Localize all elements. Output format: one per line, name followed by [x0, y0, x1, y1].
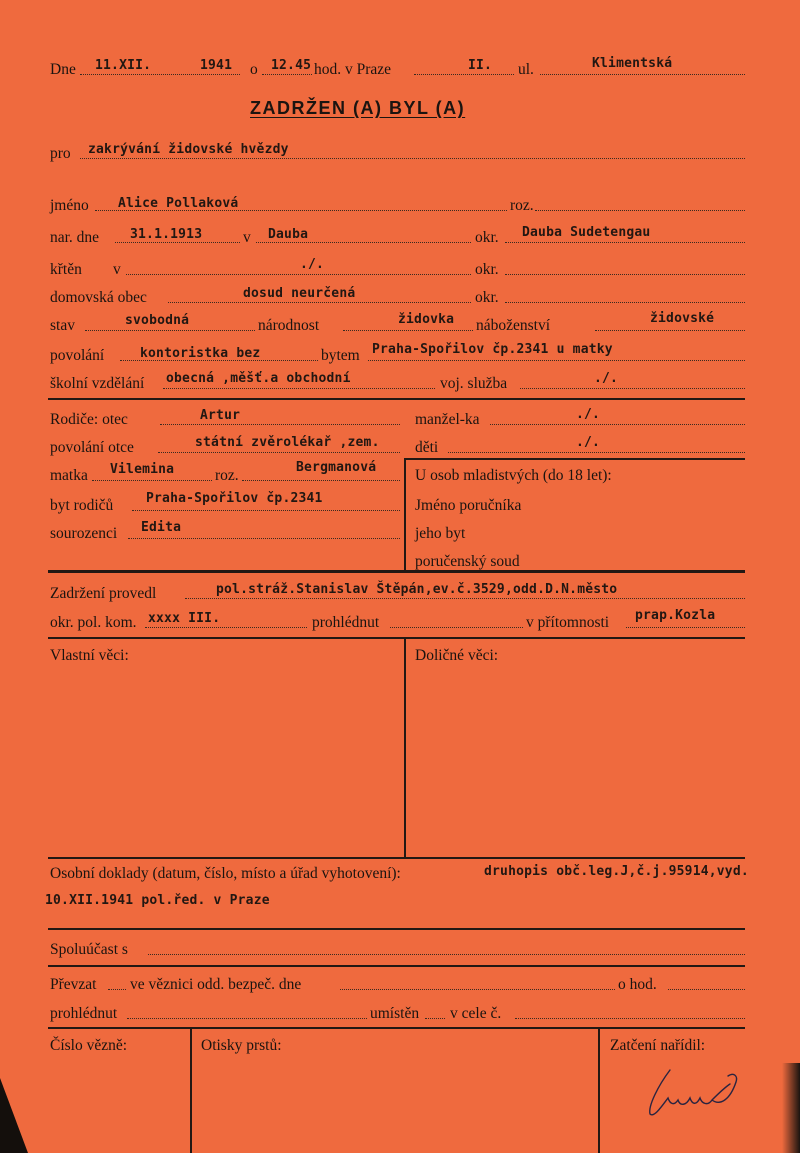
pritomnost-label: v přítomnosti — [526, 614, 610, 631]
soud-label: poručenský soud — [415, 553, 520, 570]
povolani-value: kontoristka bez — [140, 346, 261, 361]
matka-roz-value: Bergmanová — [296, 460, 377, 475]
nar-label: nar. dne — [50, 229, 100, 246]
voj-value: ./. — [594, 371, 619, 386]
okr-kom-value: xxxx III. — [148, 611, 221, 626]
roz-label: roz. — [510, 197, 534, 214]
time-value: 12.45 — [271, 58, 312, 73]
o-hod-label: o hod. — [618, 976, 657, 993]
nabozenstvi-label: náboženství — [476, 317, 551, 334]
jeho-byt-label: jeho byt — [415, 525, 466, 542]
nar-v-label: v — [243, 229, 251, 246]
byt-rodicu-label: byt rodičů — [50, 497, 114, 514]
krten-value: ./. — [300, 257, 325, 272]
signature-image — [640, 1062, 750, 1122]
domov-value: dosud neurčená — [243, 286, 356, 301]
dolicne-veci-label: Doličné věci: — [415, 647, 499, 664]
bytem-label: bytem — [321, 347, 360, 364]
jmeno-label: jméno — [50, 197, 89, 214]
krten-v-label: v — [113, 261, 121, 278]
okr2-label: okr. — [475, 261, 499, 278]
voj-label: voj. služba — [440, 375, 508, 392]
reason-label: pro — [50, 145, 71, 162]
porucnik-label: Jméno poručníka — [415, 497, 522, 514]
skolni-value: obecná ,měšť.a obchodní — [166, 371, 351, 386]
prohlednut2-label: prohlédnut — [50, 1005, 118, 1022]
bytem-value: Praha-Spořilov čp.2341 u matky — [372, 342, 613, 357]
torn-corner — [0, 1078, 28, 1153]
street-value: Klimentská — [592, 56, 673, 71]
zatceni-label: Zatčení nařídil: — [610, 1037, 706, 1054]
narodnost-label: národnost — [258, 317, 320, 334]
okr3-label: okr. — [475, 289, 499, 306]
narodnost-value: židovka — [398, 312, 455, 327]
district-value: II. — [468, 58, 493, 73]
mladistvi-label: U osob mladistvých (do 18 let): — [415, 467, 612, 484]
stav-value: svobodná — [125, 313, 190, 328]
deti-value: ./. — [576, 435, 601, 450]
provedl-value: pol.stráž.Stanislav Štěpán,ev.č.3529,odd.D.N.město — [216, 582, 618, 597]
hod-label: hod. v Praze — [314, 61, 392, 78]
cislo-veznu-label: Číslo vězně: — [50, 1037, 128, 1054]
byt-rodicu-value: Praha-Spořilov čp.2341 — [146, 491, 323, 506]
nabozenstvi-value: židovské — [650, 311, 715, 326]
prohlednut-label: prohlédnut — [312, 614, 380, 631]
otec-value: Artur — [200, 408, 241, 423]
pritomnost-value: prap.Kozla — [635, 608, 716, 623]
date-value: 11.XII. — [95, 58, 152, 73]
sourozenci-label: sourozenci — [50, 525, 118, 542]
doklady-label: Osobní doklady (datum, číslo, místo a úřad vyhotovení): — [50, 865, 401, 882]
matka-label: matka — [50, 467, 88, 484]
povolani-label: povolání — [50, 347, 105, 364]
povolani-otce-value: státní zvěrolékař ,zem. — [195, 435, 380, 450]
cele-label: v cele č. — [450, 1005, 502, 1022]
okr-value: Dauba Sudetengau — [522, 225, 651, 240]
year-value: 1941 — [200, 58, 233, 73]
umisten-label: umístěn — [370, 1005, 420, 1022]
scan-edge-shadow — [782, 1063, 800, 1153]
prevzat-label: Převzat — [50, 976, 97, 993]
nar-value: 31.1.1913 — [130, 227, 203, 242]
provedl-label: Zadržení provedl — [50, 585, 157, 602]
otisky-label: Otisky prstů: — [201, 1037, 282, 1054]
reason-value: zakrývání židovské hvězdy — [88, 142, 289, 157]
form-title: ZADRŽEN (A) BYL (A) — [250, 98, 466, 118]
spoluucast-label: Spoluúčast s — [50, 941, 128, 958]
okr-label: okr. — [475, 229, 499, 246]
deti-label: děti — [415, 439, 439, 456]
skolni-label: školní vzdělání — [50, 375, 145, 392]
krten-label: křtěn — [50, 261, 82, 278]
stav-label: stav — [50, 317, 75, 334]
otec-label: Rodiče: otec — [50, 411, 128, 428]
povolani-otce-label: povolání otce — [50, 439, 134, 456]
doklady-value-1: druhopis obč.leg.J,č.j.95914,vyd. — [484, 864, 749, 879]
okr-kom-label: okr. pol. kom. — [50, 614, 137, 631]
doklady-value-2: 10.XII.1941 pol.řed. v Praze — [45, 893, 270, 908]
veznice-label: ve věznici odd. bezpeč. dne — [130, 976, 302, 993]
manzel-value: ./. — [576, 407, 601, 422]
place-value: Dauba — [268, 227, 309, 242]
dne-label: Dne — [50, 61, 76, 78]
vlastni-veci-label: Vlastní věci: — [50, 647, 129, 664]
matka-roz-label: roz. — [215, 467, 239, 484]
ul-label: ul. — [518, 61, 534, 78]
manzel-label: manžel-ka — [415, 411, 480, 428]
jmeno-value: Alice Pollaková — [118, 196, 239, 211]
sourozenci-value: Edita — [141, 520, 182, 535]
matka-value: Vilemina — [110, 462, 175, 477]
o-label: o — [250, 61, 258, 78]
domov-label: domovská obec — [50, 289, 147, 306]
